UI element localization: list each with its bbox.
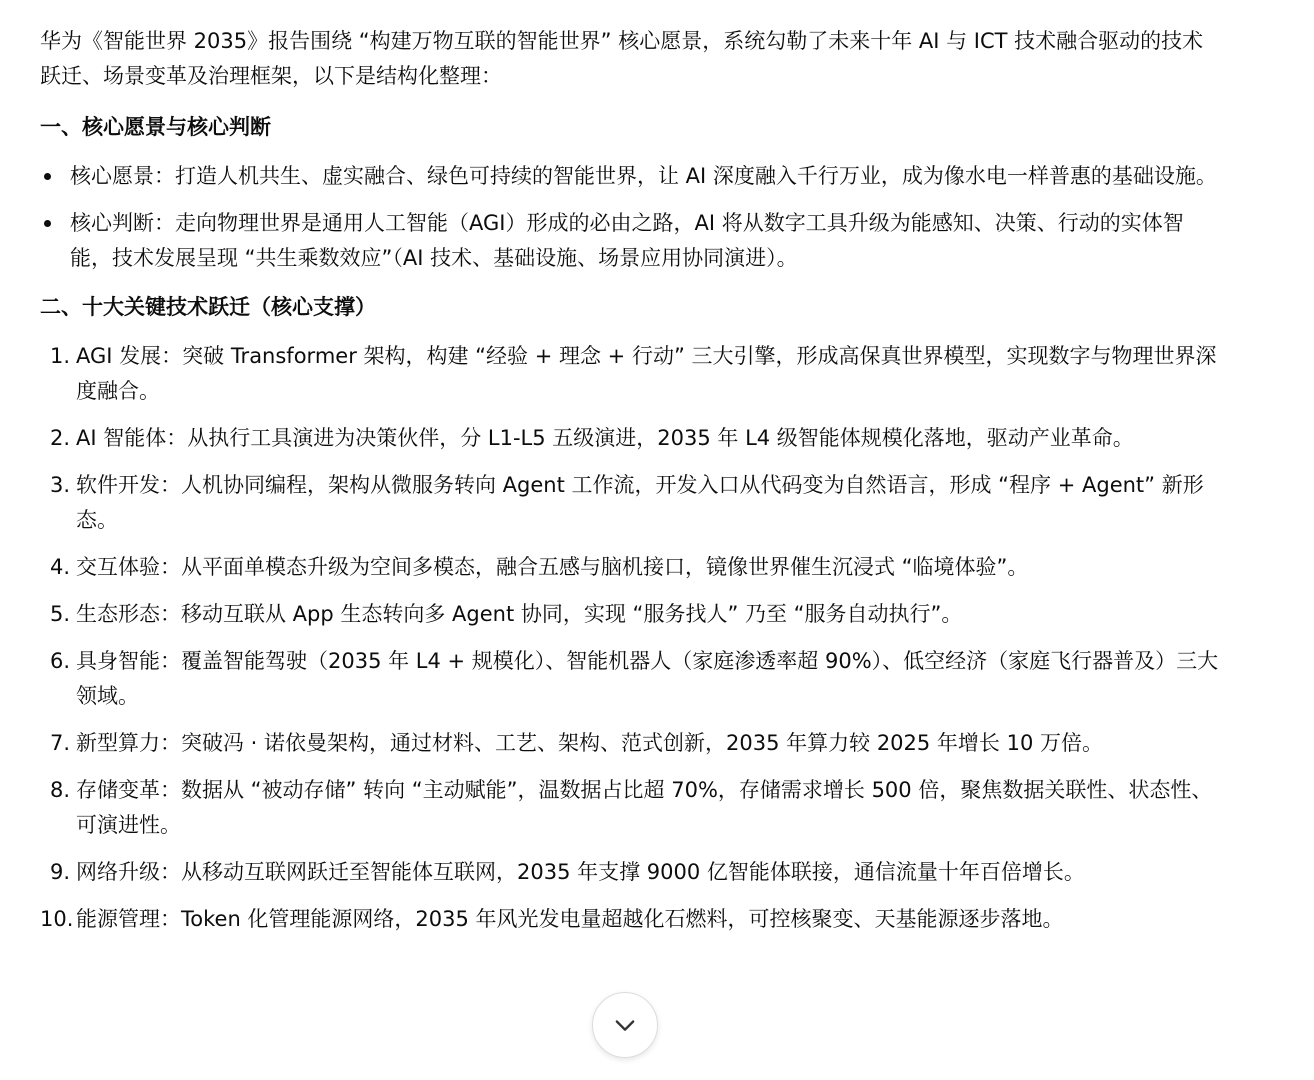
list-item-text: 软件开发：人机协同编程，架构从微服务转向 Agent 工作流，开发入口从代码变为自然语言，形成 “程序 + Agent” 新形态。 [76,473,1204,532]
message-content [40,24,1220,949]
bullet-dot-icon [44,173,51,180]
section-heading-tech: 二、十大关键技术跃迁（核心支撑） [40,295,376,319]
list-item [40,339,1220,409]
list-item [40,421,1220,456]
list-item-text: 核心愿景：打造人机共生、虚实融合、绿色可持续的智能世界，让 AI 深度融入千行万业，成为像水电一样普惠的基础设施。 [70,164,1217,188]
list-item-text: 生态形态：移动互联从 App 生态转向多 Agent 协同，实现 “服务找人” 乃至 “服务自动执行”。 [76,602,963,626]
list-number: 5. [49,602,70,626]
list-item [40,644,1220,714]
list-item-text: 存储变革：数据从 “被动存储” 转向 “主动赋能”，温数据占比超 70%，存储需求增长 500 倍，聚焦数据关联性、状态性、可演进性。 [76,778,1213,837]
tech-numbered-list [40,339,1220,937]
list-item [40,726,1220,761]
list-number: 10. [40,907,74,931]
vision-bullet-list [40,159,1220,276]
list-item-text: 能源管理：Token 化管理能源网络，2035 年风光发电量超越化石燃料，可控核聚变、天基能源逐步落地。 [76,907,1064,931]
list-number: 2. [49,426,70,450]
list-number: 3. [49,473,70,497]
list-item [40,902,1220,937]
list-number: 9. [49,860,70,884]
bullet-dot-icon [44,220,51,227]
list-item-text: 网络升级：从移动互联网跃迁至智能体互联网，2035 年支撑 9000 亿智能体联接，通信流量十年百倍增长。 [76,860,1085,884]
list-number: 1. [49,344,70,368]
list-item-text: AI 智能体：从执行工具演进为决策伙伴，分 L1-L5 五级演进，2035 年 L4 级智能体规模化落地，驱动产业革命。 [76,426,1134,450]
list-number: 6. [49,649,70,673]
list-number: 7. [49,731,70,755]
list-item-text: 交互体验：从平面单模态升级为空间多模态，融合五感与脑机接口，镜像世界催生沉浸式 “临境体验”。 [76,555,1029,579]
list-item-text: 新型算力：突破冯 · 诺依曼架构，通过材料、工艺、架构、范式创新，2035 年算力较 2025 年增长 10 万倍。 [76,731,1104,755]
list-number: 4. [49,555,70,579]
list-item [40,855,1220,890]
list-item-text: 具身智能：覆盖智能驾驶（2035 年 L4 + 规模化）、智能机器人（家庭渗透率超 90%）、低空经济（家庭飞行器普及）三大领域。 [76,649,1219,708]
chevron-down-icon [611,1011,639,1039]
list-item [40,550,1220,585]
list-item [40,206,1220,276]
list-item-text: 核心判断：走向物理世界是通用人工智能（AGI）形成的必由之路，AI 将从数字工具升级为能感知、决策、行动的实体智能，技术发展呈现 “共生乘数效应”（AI 技术、基础设施、场景应用协同演进）。 [70,211,1184,270]
list-item-text: AGI 发展：突破 Transformer 架构，构建 “经验 + 理念 + 行动” 三大引擎，形成高保真世界模型，实现数字与物理世界深度融合。 [76,344,1217,403]
list-item [40,468,1220,538]
section-heading-vision: 一、核心愿景与核心判断 [40,115,271,139]
list-number: 8. [49,778,70,802]
list-item [40,773,1220,843]
list-item [40,597,1220,632]
intro-paragraph: 华为《智能世界 2035》报告围绕 “构建万物互联的智能世界” 核心愿景，系统勾勒了未来十年 AI 与 ICT 技术融合驱动的技术跃迁、场景变革及治理框架，以下是结构化整理： [40,29,1204,88]
list-item [40,159,1220,194]
scroll-to-bottom-button[interactable] [592,992,658,1058]
